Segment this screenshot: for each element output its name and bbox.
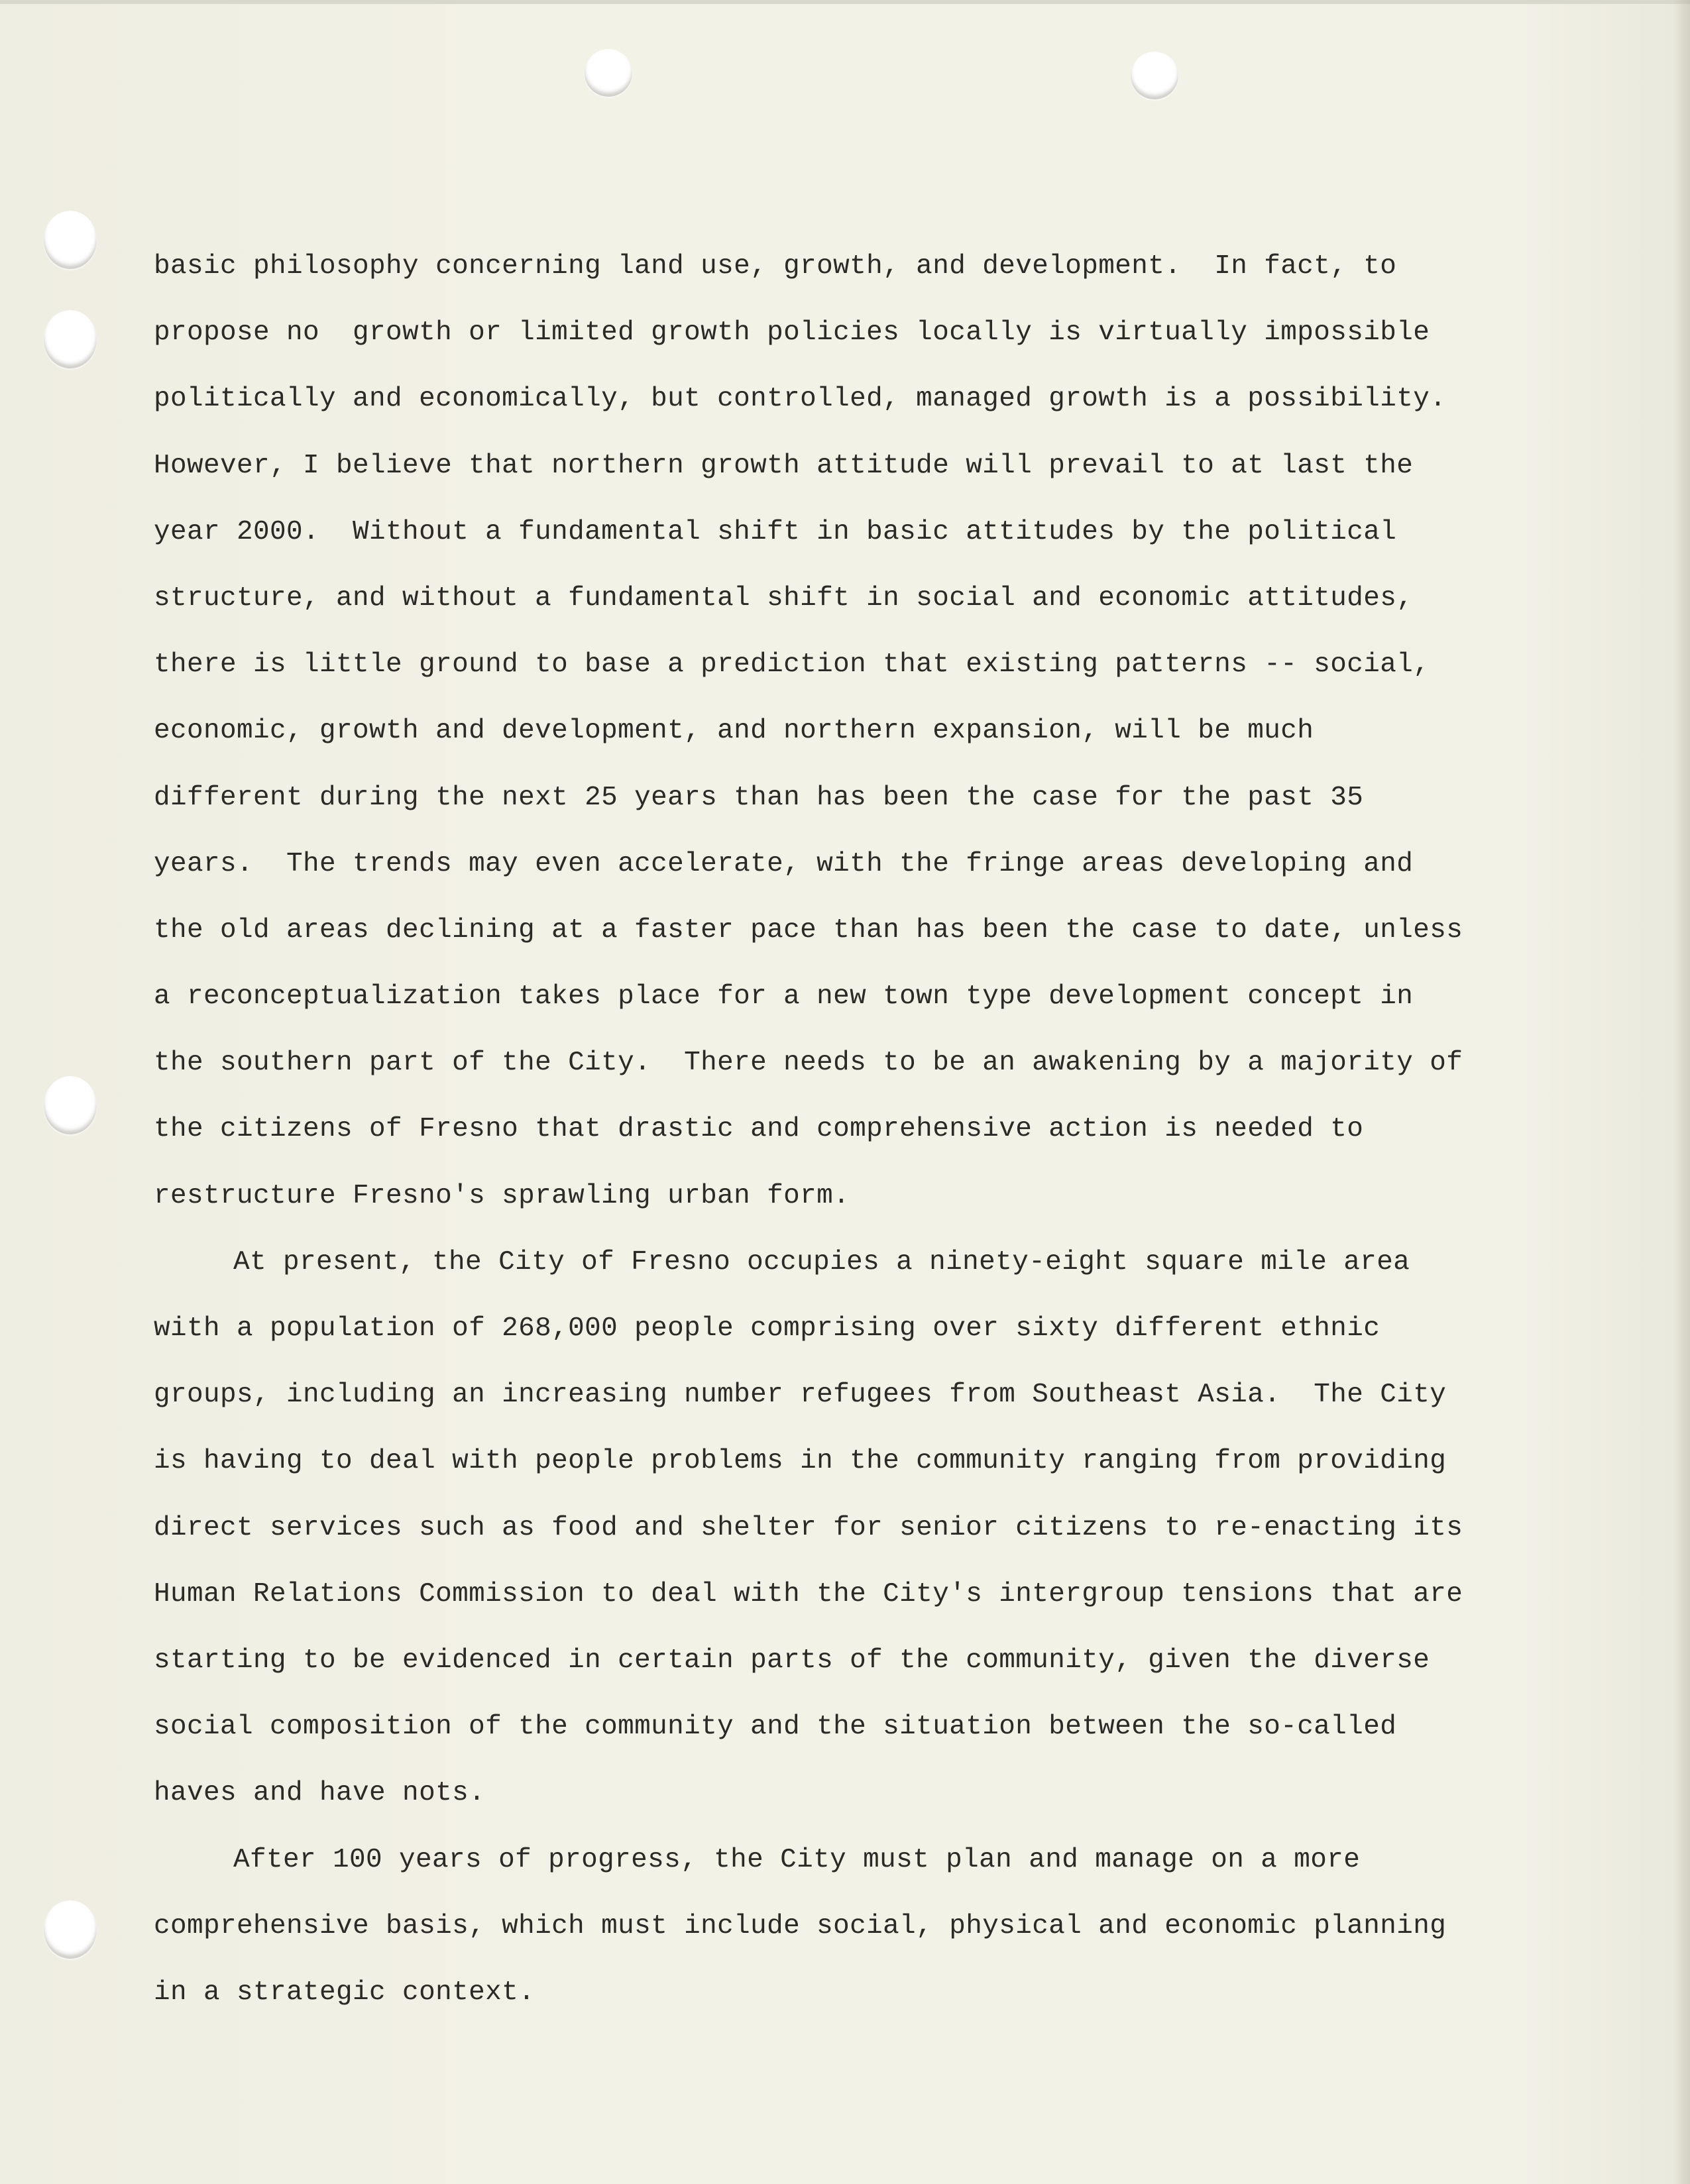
punch-hole-left-3	[44, 1076, 97, 1134]
text-line: a reconceptualization takes place for a new town type development concept in	[154, 981, 1414, 1012]
punch-hole-top-left	[585, 49, 632, 97]
text-line: However, I believe that northern growth attitude will prevail to at last the	[154, 450, 1414, 481]
text-line: in a strategic context.	[154, 1977, 535, 2008]
text-line: social composition of the community and the situation between the so-called	[154, 1712, 1397, 1743]
text-line: restructure Fresno's sprawling urban form.	[154, 1180, 850, 1211]
paragraph-1	[154, 233, 1479, 1229]
text-line: Human Relations Commission to deal with the City's intergroup tensions that are	[154, 1578, 1463, 1610]
page-right-edge	[1673, 0, 1690, 2184]
text-line: haves and have nots.	[154, 1778, 486, 1809]
text-line: At present, the City of Fresno occupies a ninety-eight square mile area	[233, 1246, 1410, 1278]
punch-hole-left-1	[44, 211, 97, 269]
text-line: with a population of 268,000 people comprising over sixty different ethnic	[154, 1313, 1380, 1344]
punch-hole-top-right	[1131, 52, 1178, 99]
text-line: groups, including an increasing number refugees from Southeast Asia. The City	[154, 1380, 1447, 1411]
body-text	[154, 233, 1479, 2026]
paragraph-3	[154, 1827, 1479, 2026]
text-line: the old areas declining at a faster pace than has been the case to date, unless	[154, 914, 1463, 946]
paragraph-2	[154, 1229, 1479, 1827]
text-line: year 2000. Without a fundamental shift in basic attitudes by the political	[154, 516, 1397, 547]
text-line: politically and economically, but controlled, managed growth is a possibility.	[154, 384, 1447, 415]
text-line: economic, growth and development, and northern expansion, will be much	[154, 716, 1314, 747]
text-line: there is little ground to base a prediction that existing patterns -- social,	[154, 649, 1430, 681]
text-line: comprehensive basis, which must include social, physical and economic planning	[154, 1910, 1447, 1941]
text-line: structure, and without a fundamental shift in social and economic attitudes,	[154, 582, 1414, 614]
text-line: the citizens of Fresno that drastic and comprehensive action is needed to	[154, 1114, 1364, 1145]
punch-hole-left-2	[44, 310, 97, 368]
text-line: After 100 years of progress, the City must plan and manage on a more	[233, 1844, 1361, 1875]
text-line: years. The trends may even accelerate, with the fringe areas developing and	[154, 848, 1414, 879]
text-line: different during the next 25 years than has been the case for the past 35	[154, 782, 1364, 813]
text-line: direct services such as food and shelter for senior citizens to re-enacting its	[154, 1512, 1463, 1543]
text-line: propose no growth or limited growth policies locally is virtually impossible	[154, 317, 1430, 349]
punch-hole-left-4	[44, 1900, 97, 1959]
text-line: starting to be evidenced in certain parts of the community, given the diverse	[154, 1645, 1430, 1676]
text-line: the southern part of the City. There needs to be an awakening by a majority of	[154, 1048, 1463, 1079]
text-line: is having to deal with people problems in the community ranging from providing	[154, 1446, 1447, 1477]
text-line: basic philosophy concerning land use, growth, and development. In fact, to	[154, 251, 1397, 282]
page-top-edge	[0, 0, 1690, 4]
